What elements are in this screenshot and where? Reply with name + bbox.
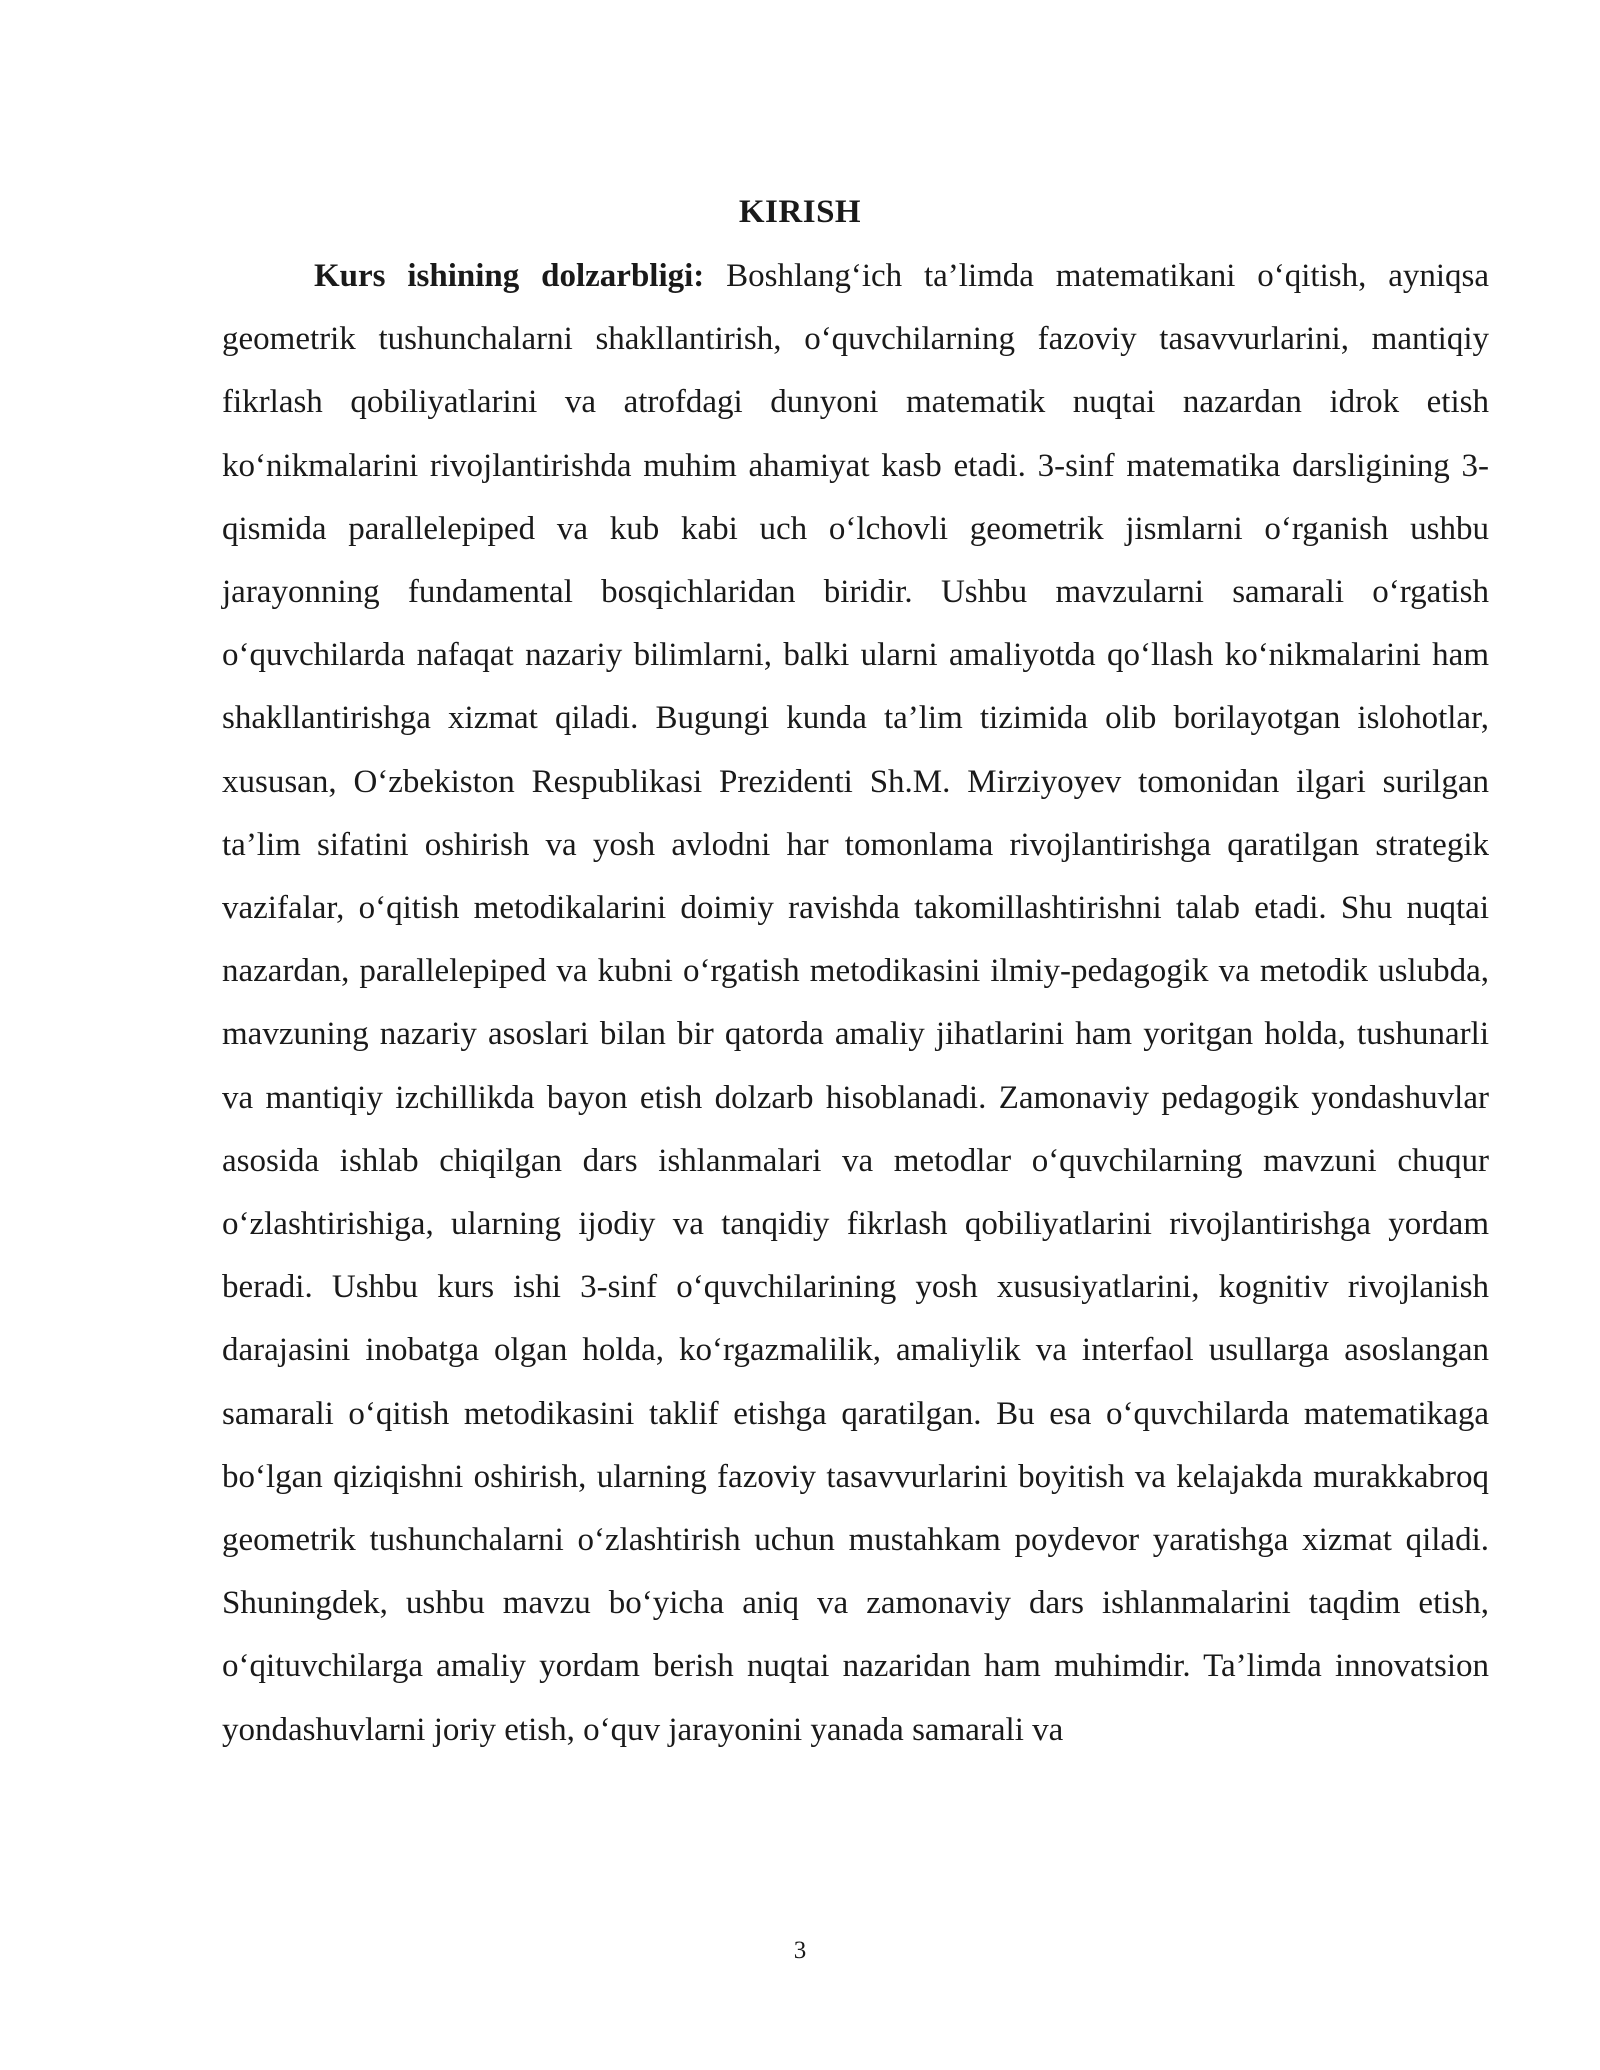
lead-label: Kurs ishining dolzarbligi:	[314, 258, 705, 294]
paragraph-text: Boshlang‘ich ta’limda matematikani o‘qitish, ayniqsa geometrik tushunchalarni shakllantirish, o‘quvchilarning fazoviy tasavvurlarini, mantiqiy fikrlash qobiliyatlarini va atrofdagi dunyoni matematik nuqtai nazardan idrok etish ko‘nikmalarini rivojlantirishda muhim ahamiyat kasb etadi. 3-sinf matematika darsligining 3-qismida parallelepiped va kub kabi uch o‘lchovli geometrik jismlarni o‘rganish ushbu jarayonning fundamental bosqichlaridan biridir. Ushbu mavzularni samarali o‘rgatish o‘quvchilarda nafaqat nazariy bilimlarni, balki ularni amaliyotda qo‘llash ko‘nikmalarini ham shakllantirishga xizmat qiladi. Bugungi kunda ta’lim tizimida olib borilayotgan islohotlar, xususan, O‘zbekiston Respublikasi Prezidenti Sh.M. Mirziyoyev tomonidan ilgari surilgan ta’lim sifatini oshirish va yosh avlodni har tomonlama rivojlantirishga qaratilgan strategik vazifalar, o‘qitish metodikalarini doimiy ravishda takomillashtirishni talab etadi. Shu nuqtai nazardan, parallelepiped va kubni o‘rgatish metodikasini ilmiy-pedagogik va metodik uslubda, mavzuning nazariy asoslari bilan bir qatorda amaliy jihatlarini ham yoritgan holda, tushunarli va mantiqiy izchillikda bayon etish dolzarb hisoblanadi. Zamonaviy pedagogik yondashuvlar asosida ishlab chiqilgan dars ishlanmalari va metodlar o‘quvchilarning mavzuni chuqur o‘zlashtirishiga, ularning ijodiy va tanqidiy fikrlash qobiliyatlarini rivojlantirishga yordam beradi. Ushbu kurs ishi 3-sinf o‘quvchilarining yosh xususiyatlarini, kognitiv rivojlanish darajasini inobatga olgan holda, ko‘rgazmalilik, amaliylik va interfaol usullarga asoslangan samarali o‘qitish metodikasini taklif etishga qaratilgan. Bu esa o‘quvchilarda matematikaga bo‘lgan qiziqishni oshirish, ularning fazoviy tasavvurlarini boyitish va kelajakda murakkabroq geometrik tushunchalarni o‘zlashtirish uchun mustahkam poydevor yaratishga xizmat qiladi. Shuningdek, ushbu mavzu bo‘yicha aniq va zamonaviy dars ishlanmalarini taqdim etish, o‘qituvchilarga amaliy yordam berish nuqtai nazaridan ham muhimdir. Ta’limda innovatsion yondashuvlarni joriy etish, o‘quv jarayonini yanada samarali va	[222, 258, 1489, 1748]
body-paragraph	[222, 245, 1489, 1762]
page-number: 3	[793, 1937, 807, 1964]
section-heading: KIRISH	[738, 194, 862, 230]
